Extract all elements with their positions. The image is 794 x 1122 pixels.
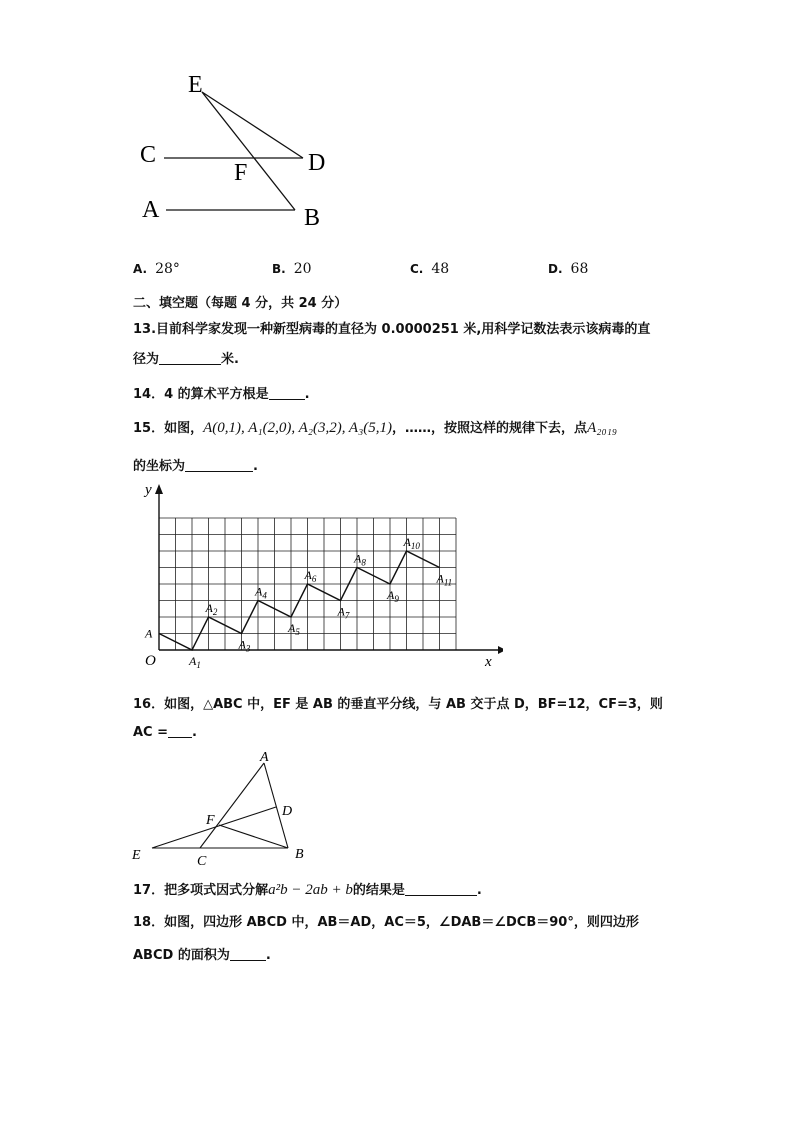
parallel-lines-figure bbox=[130, 70, 350, 240]
label-f: F bbox=[206, 813, 215, 828]
point-label: $A_8$ bbox=[354, 551, 366, 568]
formula-points: A(0,1), A₁(2,0), A₂(3,2), A₃(5,1) bbox=[203, 420, 393, 436]
label-f: F bbox=[234, 160, 248, 186]
y-axis-label: y bbox=[145, 482, 152, 498]
question-17: 17．把多项式因式分解a²b − 2ab + b的结果是 . bbox=[133, 882, 482, 898]
formula-polynomial: a²b − 2ab + b bbox=[268, 882, 353, 898]
point-label: $A_9$ bbox=[387, 588, 399, 604]
answer-blank-17[interactable] bbox=[405, 883, 477, 896]
question-14: 14．4 的算术平方根是 . bbox=[133, 387, 310, 402]
label-e: E bbox=[132, 848, 141, 863]
label-c: C bbox=[140, 142, 157, 168]
triangle-figure bbox=[130, 745, 330, 870]
point-label: $A_1$ bbox=[189, 654, 201, 670]
option-d[interactable]: D. 68 bbox=[548, 261, 589, 277]
label-b: B bbox=[304, 205, 321, 231]
point-label: $A_4$ bbox=[255, 584, 267, 601]
label-b: B bbox=[295, 847, 304, 862]
answer-blank-16[interactable] bbox=[168, 725, 192, 738]
question-13-line1: 13.目前科学家发现一种新型病毒的直径为 0.0000251 米,用科学记数法表示该病毒的直 bbox=[133, 322, 651, 337]
line-ac bbox=[200, 763, 264, 848]
question-15-line1: 15．如图，A(0,1), A₁(2,0), A₂(3,2), A₃(5,1)，……，按照这样的规律下去，点A₂₀₁₉ bbox=[133, 420, 618, 436]
point-label: $A_6$ bbox=[304, 568, 317, 584]
formula-a2019: A₂₀₁₉ bbox=[587, 420, 618, 436]
option-a[interactable]: A. 28° bbox=[133, 261, 180, 277]
coordinate-grid-figure bbox=[133, 480, 503, 675]
label-e: E bbox=[188, 72, 203, 98]
line-fb bbox=[219, 825, 288, 848]
answer-blank-18[interactable] bbox=[230, 948, 266, 961]
label-a: A bbox=[260, 750, 269, 765]
question-15-line2: 的坐标为 . bbox=[133, 459, 258, 474]
point-label: $A_{10}$ bbox=[403, 535, 420, 551]
question-16-line2: AC = . bbox=[133, 725, 197, 740]
label-d: D bbox=[308, 150, 326, 176]
point-label: $A_7$ bbox=[337, 604, 350, 621]
point-label: $A_5$ bbox=[288, 621, 300, 637]
label-d: D bbox=[282, 804, 293, 819]
point-label: $A_2$ bbox=[205, 601, 218, 617]
label-c: C bbox=[197, 854, 207, 869]
origin-label: O bbox=[145, 653, 156, 669]
line-eb bbox=[202, 92, 295, 210]
x-axis-arrow bbox=[498, 646, 503, 654]
label-a: A bbox=[142, 197, 160, 223]
answer-blank-15[interactable] bbox=[185, 459, 253, 472]
x-axis-label: x bbox=[485, 654, 492, 670]
question-18-line2: ABCD 的面积为 . bbox=[133, 948, 271, 963]
point-label: A bbox=[145, 626, 153, 641]
answer-blank-14[interactable] bbox=[269, 387, 305, 400]
option-b[interactable]: B. 20 bbox=[272, 261, 312, 277]
question-13-line2: 径为 米. bbox=[133, 352, 239, 367]
option-c[interactable]: C. 48 bbox=[410, 261, 450, 277]
answer-blank-13[interactable] bbox=[159, 352, 221, 365]
question-18-line1: 18．如图，四边形 ABCD 中，AB＝AD，AC＝5，∠DAB＝∠DCB＝90°，则四边形 bbox=[133, 915, 639, 930]
question-16-line1: 16．如图，△ABC 中，EF 是 AB 的垂直平分线，与 AB 交于点 D，BF=12，CF=3，则 bbox=[133, 697, 663, 712]
y-axis-arrow bbox=[155, 484, 163, 494]
line-ed bbox=[202, 92, 303, 158]
point-label: $A_3$ bbox=[238, 637, 251, 654]
section-title: 二、填空题（每题 4 分，共 24 分） bbox=[133, 296, 348, 311]
point-label: $A_{11}$ bbox=[436, 571, 453, 588]
